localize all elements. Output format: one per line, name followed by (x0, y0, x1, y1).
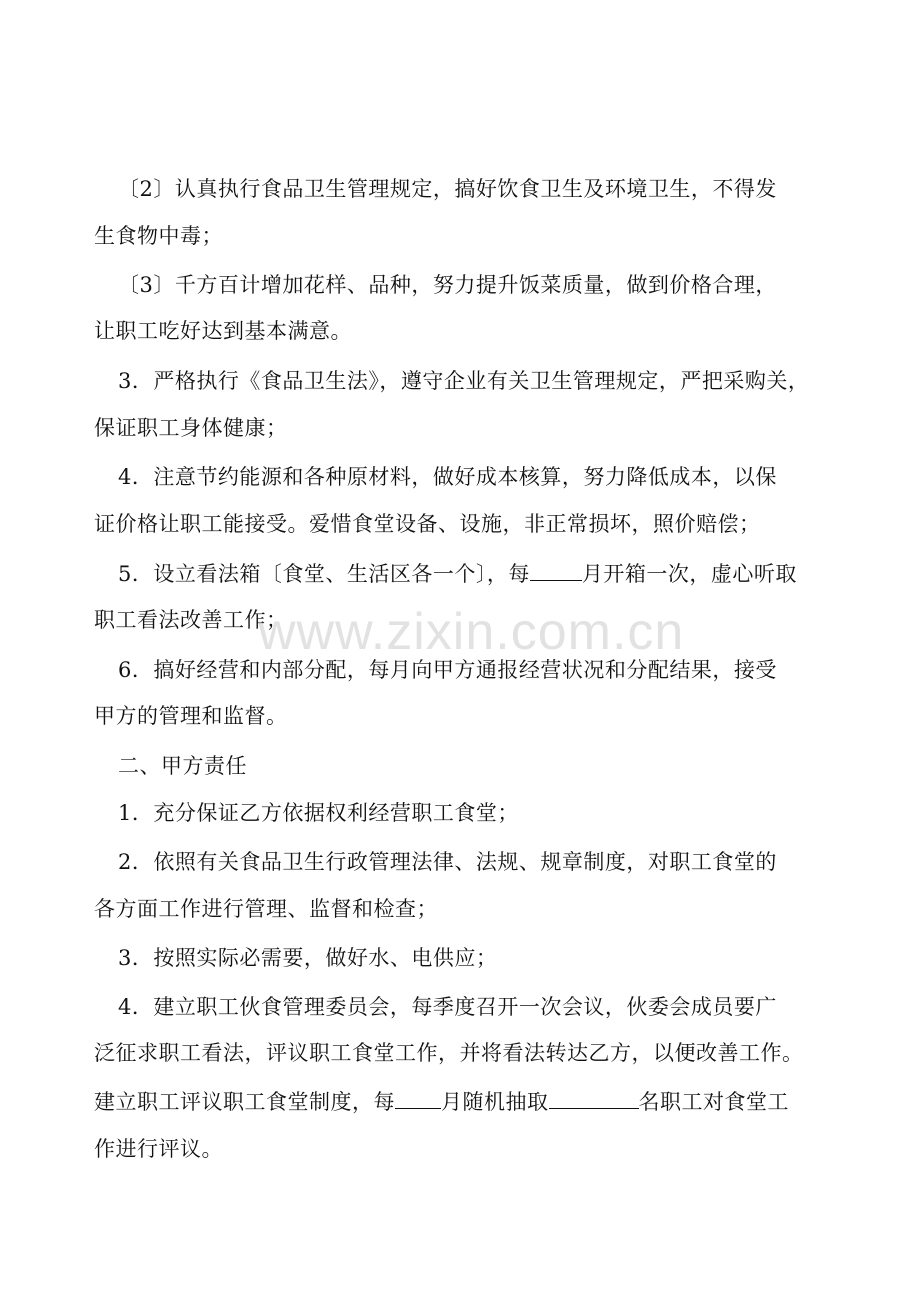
paragraph-3-line-1: 〔3〕千方百计增加花样、品种，努力提升饭菜质量，做到价格合理， (118, 273, 777, 297)
item-5-text-after-blank: 月开箱一次，虚心听取 (581, 562, 797, 586)
item-3-line-2: 保证职工身体健康； (94, 416, 288, 440)
party-a-item-1: 1．充分保证乙方依据权利经营职工食堂； (118, 801, 519, 825)
evaluation-text-after-blank: 名职工对食堂工 (638, 1090, 789, 1114)
evaluation-text-middle: 月随机抽取 (441, 1090, 549, 1114)
watermark: www.zixin.com.cn (258, 603, 685, 661)
evaluation-line-2: 作进行评议。 (94, 1137, 223, 1161)
paragraph-2-line-2: 生食物中毒； (94, 224, 223, 248)
party-a-item-2-line-2: 各方面工作进行管理、监督和检查； (94, 897, 438, 921)
item-3-line-1: 3．严格执行《食品卫生法》，遵守企业有关卫生管理规定，严把采购关， (118, 369, 810, 393)
evaluation-line-1 (94, 1089, 789, 1115)
section-heading: 二、甲方责任 (118, 754, 247, 778)
item-6-line-1: 6．搞好经营和内部分配，每月向甲方通报经营状况和分配结果，接受 (118, 658, 777, 682)
paragraph-3-line-2: 让职工吃好达到基本满意。 (94, 319, 352, 343)
fill-in-blank-count (549, 1090, 639, 1109)
fill-in-blank-months (395, 1090, 441, 1109)
party-a-item-4-line-2: 泛征求职工看法，评议职工食堂工作，并将看法转达乙方，以便改善工作。 (94, 1041, 804, 1065)
paragraph-2-line-1: 〔2〕认真执行食品卫生管理规定，搞好饮食卫生及环境卫生，不得发 (118, 177, 777, 201)
item-4-line-1: 4．注意节约能源和各种原材料，做好成本核算，努力降低成本，以保 (118, 465, 777, 489)
party-a-item-3: 3．按照实际必需要，做好水、电供应； (118, 946, 498, 970)
item-6-line-2: 甲方的管理和监督。 (94, 704, 288, 728)
item-5-line-1 (118, 561, 797, 587)
party-a-item-2-line-1: 2．依照有关食品卫生行政管理法律、法规、规章制度，对职工食堂的 (118, 850, 777, 874)
item-5-line-2: 职工看法改善工作； (94, 608, 288, 632)
item-4-line-2: 证价格让职工能接受。爱惜食堂设备、设施，非正常损坏，照价赔偿； (94, 512, 761, 536)
fill-in-blank-months (530, 562, 582, 581)
party-a-item-4-line-1: 4．建立职工伙食管理委员会，每季度召开一次会议，伙委会成员要广 (118, 995, 777, 1019)
item-5-text-before-blank: 5．设立看法箱〔食堂、生活区各一个〕，每 (118, 562, 530, 586)
evaluation-text-before-blank: 建立职工评议职工食堂制度，每 (94, 1090, 395, 1114)
